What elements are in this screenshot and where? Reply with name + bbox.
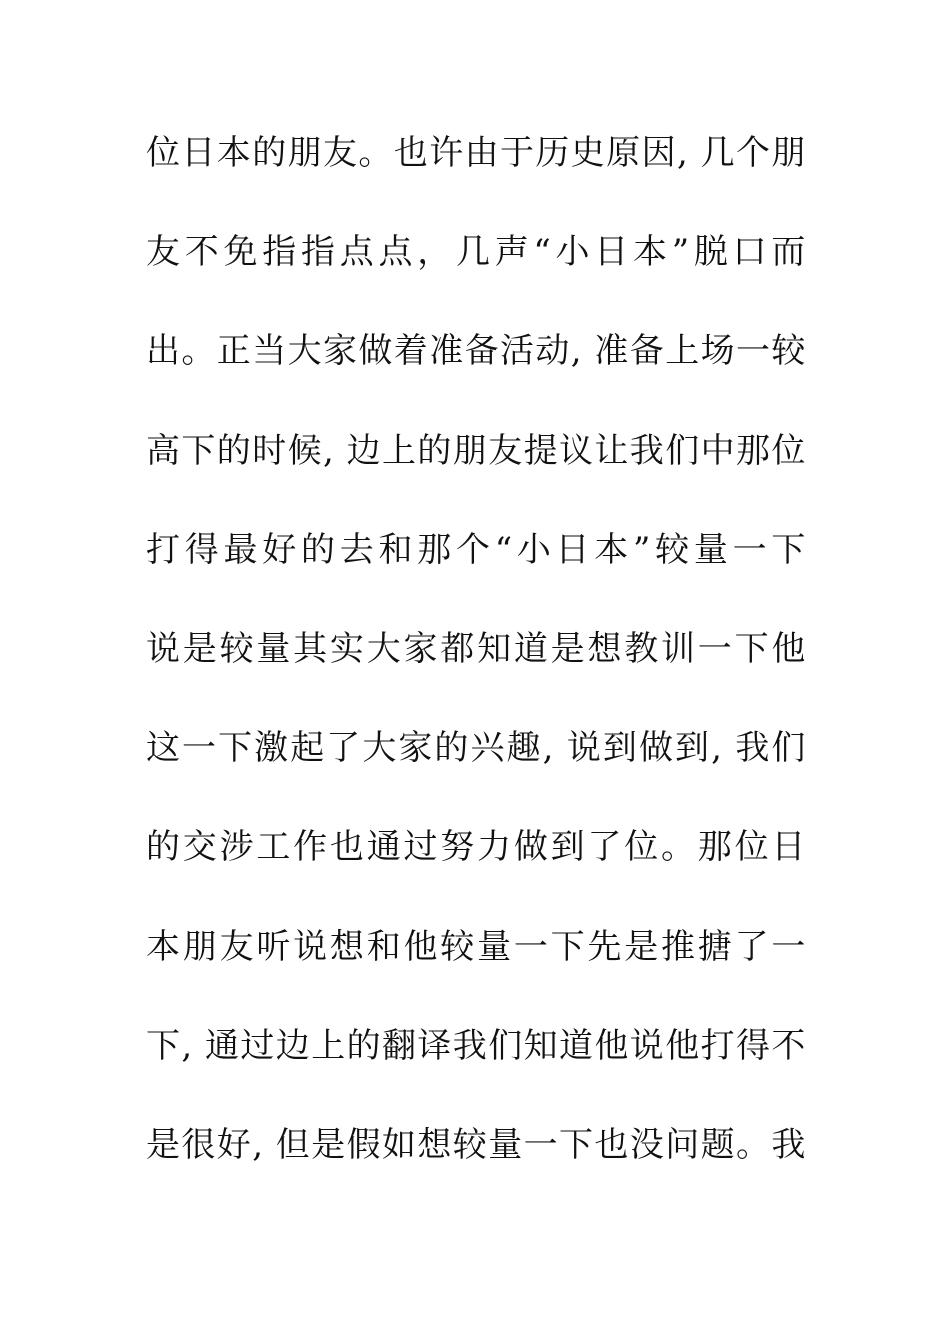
text-line: 下, 通过边上的翻译我们知道他说他打得不 bbox=[146, 1025, 806, 1066]
text-line: 友不免指指点点，几声“小日本”脱口而 bbox=[146, 232, 806, 273]
text-line: 的交涉工作也通过努力做到了位。那位日 bbox=[146, 827, 806, 868]
text-line: 这一下激起了大家的兴趣, 说到做到, 我们 bbox=[146, 728, 806, 769]
body-text bbox=[146, 120, 806, 1211]
text-line: 本朋友听说想和他较量一下先是推搪了一 bbox=[146, 926, 806, 967]
text-line: 是很好, 但是假如想较量一下也没问题。我 bbox=[146, 1124, 806, 1165]
text-line: 高下的时候, 边上的朋友提议让我们中那位 bbox=[146, 430, 806, 471]
text-line: 打得最好的去和那个“小日本”较量一下 bbox=[146, 529, 806, 570]
text-line: 出。正当大家做着准备活动, 准备上场一较 bbox=[146, 331, 806, 372]
text-line: 位日本的朋友。也许由于历史原因, 几个朋 bbox=[146, 133, 806, 173]
text-line: 说是较量其实大家都知道是想教训一下他 bbox=[146, 628, 806, 669]
